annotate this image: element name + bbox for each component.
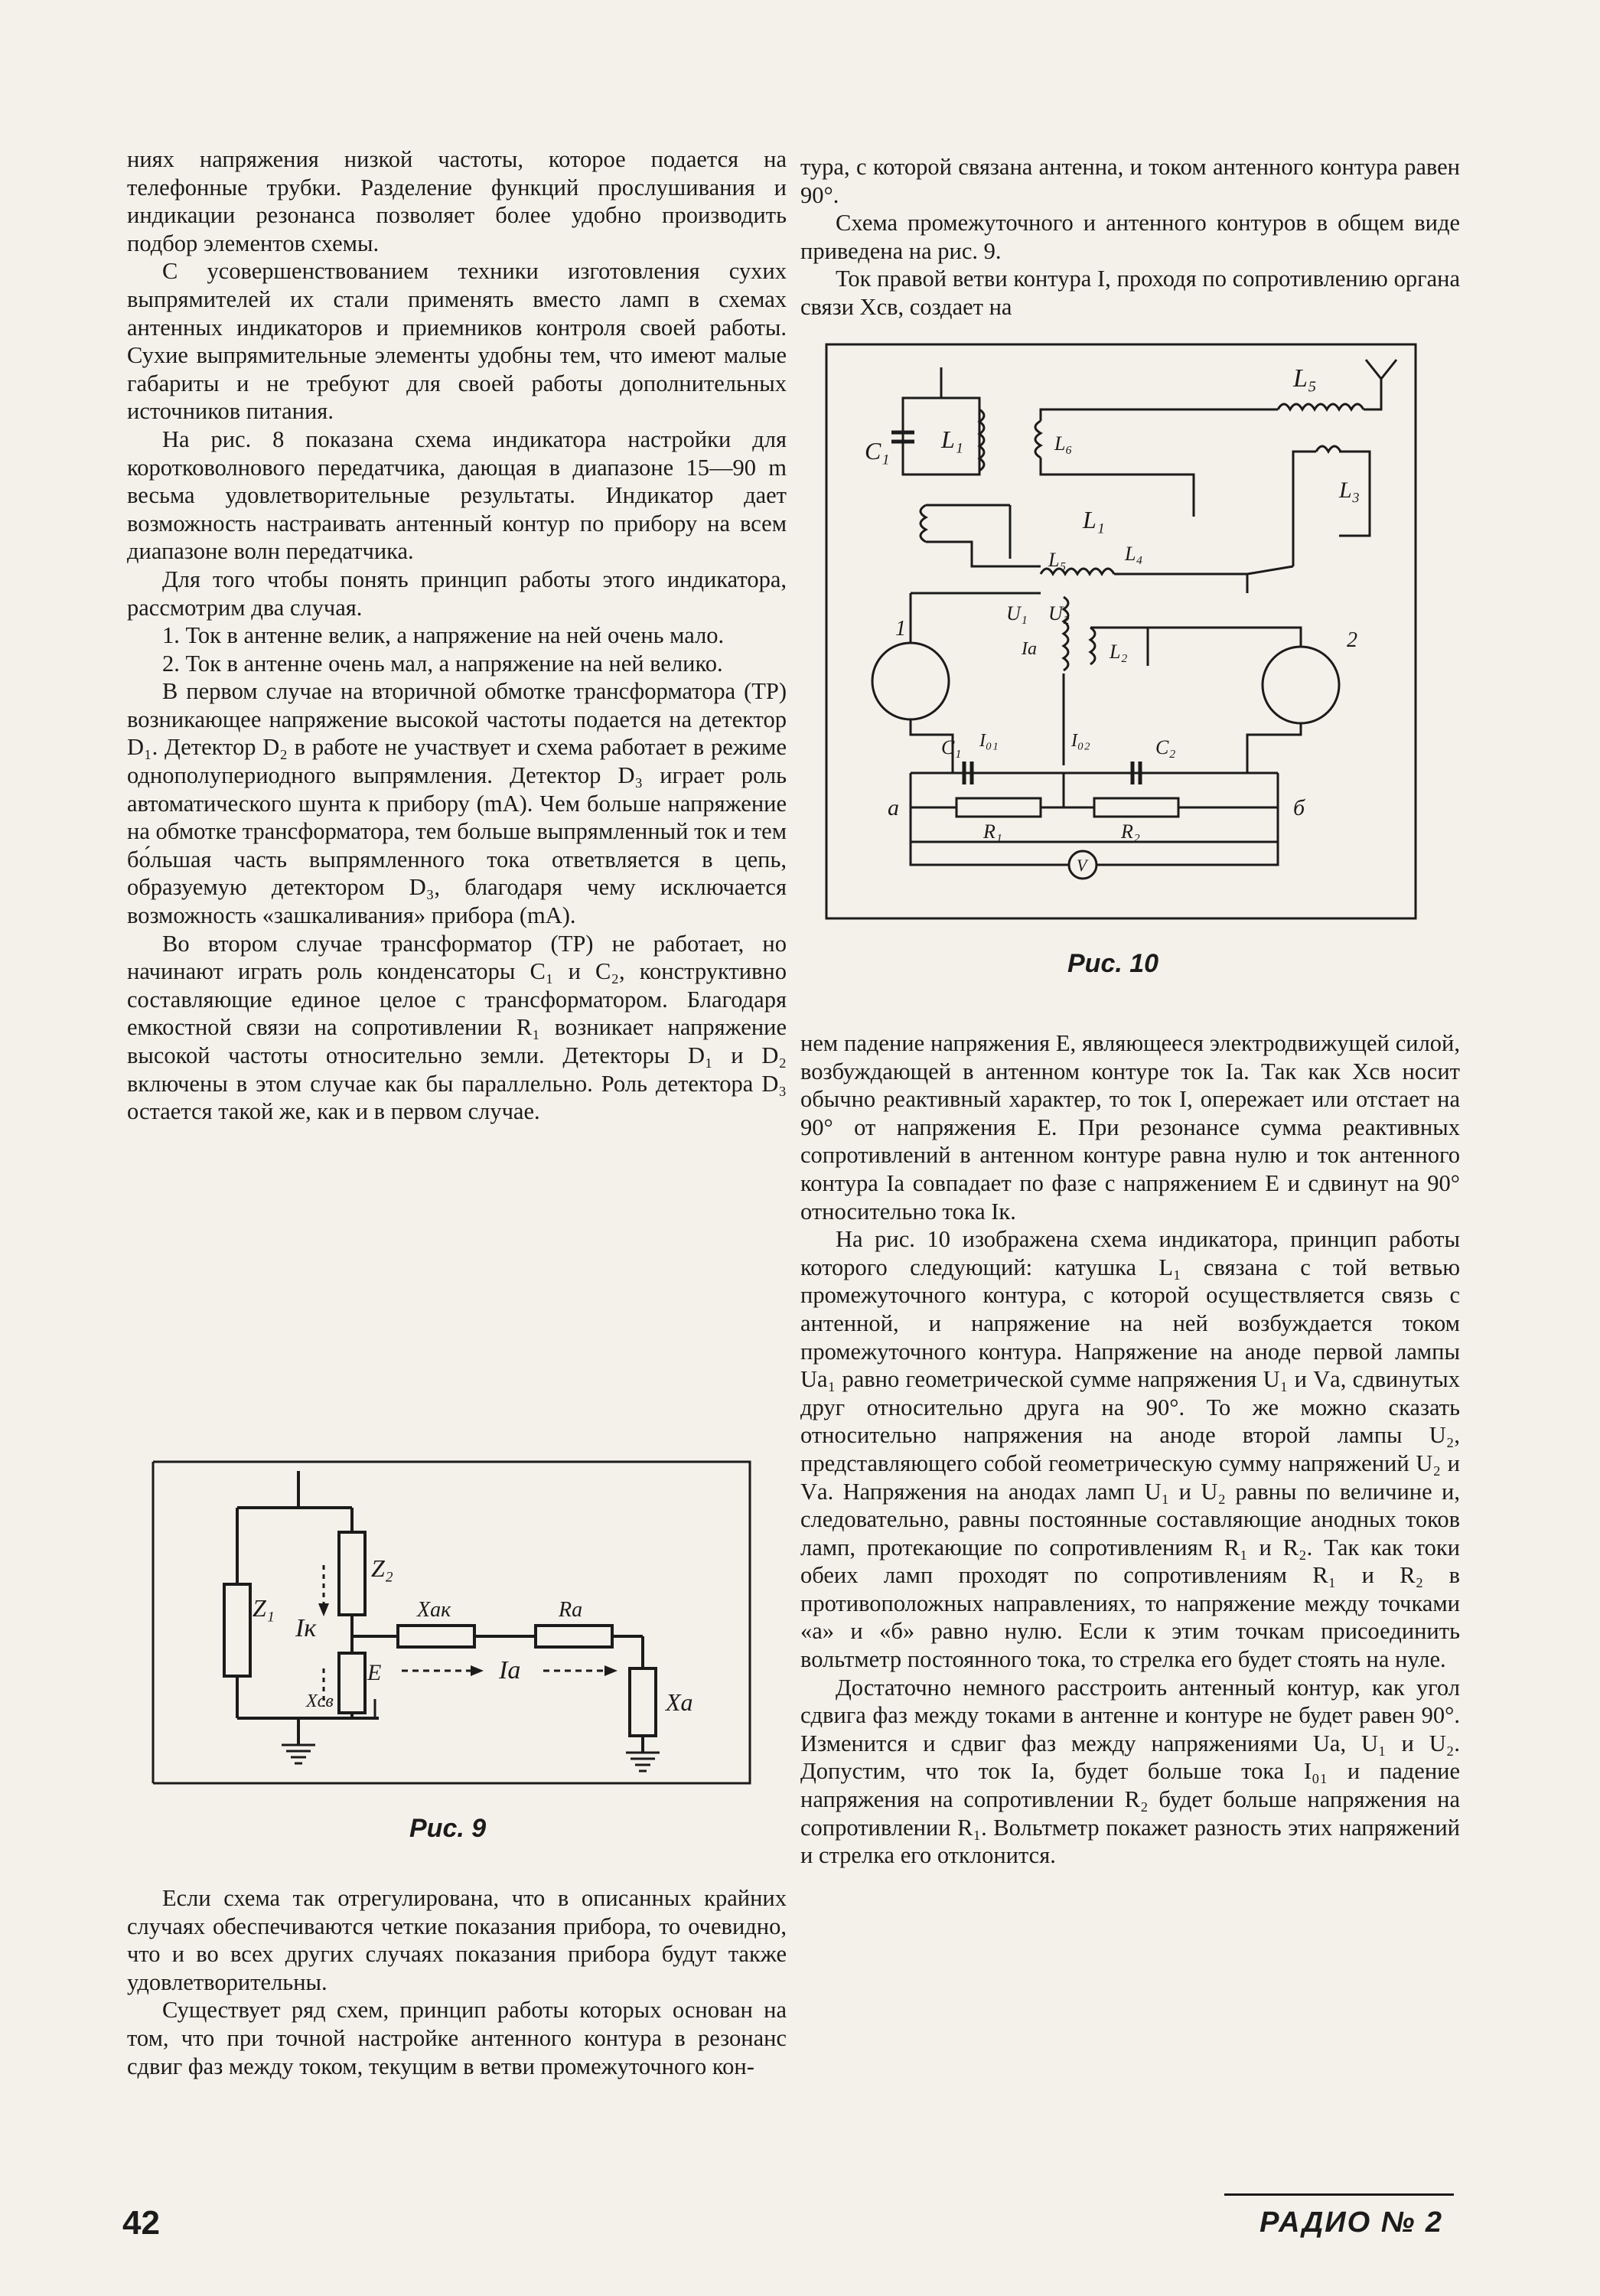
paragraph: 2. Ток в антенне очень мал, а напряжение на ней велико. [162, 650, 723, 677]
fig9-ground-right [626, 1753, 660, 1771]
paragraph: Схема промежуточного и антенного контуров в общем виде приведена на рис. 9. [800, 210, 1460, 264]
fig10-label-a: а [888, 795, 899, 820]
fig9-label-z2: Z₂ [371, 1554, 393, 1582]
fig10-wire [1293, 452, 1316, 566]
fig10-label-v: V [1077, 856, 1087, 875]
fig10-wire [911, 719, 1301, 773]
figure-10-diagram [819, 337, 1431, 926]
fig10-l5-coil [1278, 404, 1364, 409]
fig9-ra-resistor [536, 1626, 612, 1647]
fig10-label-lamp-2: 2 [1347, 628, 1357, 652]
paragraph: Достаточно немного расстроить антенный контур, как угол сдвига фаз между токами в антенне и контуре не будет равен 90°. Изменится и сдвиг фаз между напряжениями Ua, U₁ и U₂. Допустим, что ток Iа, будет больше тока I₀₁ и падение напряжения на сопротивлении R₂ будет больше напряжения на сопротивлении R₁. Вольтметр покажет разность этих напряжений и стрелка его отклонится. [800, 1674, 1460, 1869]
fig9-label-e: E [367, 1660, 382, 1685]
fig10-label-r1: R₁ [983, 820, 1002, 843]
fig9-z2-resistor [339, 1532, 365, 1615]
fig10-label-r2: R₂ [1121, 820, 1140, 843]
fig10-label-u2: U₂ [1048, 602, 1070, 625]
fig10-antenna [1366, 360, 1396, 379]
paragraph: Во втором случае трансформатор (ТР) не работает, но начинают играть роль конденсаторы C₁ и C₂, конструктивно составляющие единое целое с трансформатором. Благодаря емкостной связи на сопротивлении R₁ возникает напряжение высокой частоты относительно земли. Детекторы D₁ и D₂ включены в этом случае как бы параллельно. Роль детектора D₃ остается такой же, как и в первом случае. [127, 930, 787, 1125]
fig9-label-ik: Iк [295, 1614, 317, 1642]
fig9-label-ra: Rа [559, 1598, 583, 1622]
fig9-xa-resistor [630, 1668, 656, 1736]
right-column [800, 153, 1460, 321]
fig10-label-l4: L₄ [1125, 543, 1143, 565]
fig10-label-l6: L₆ [1054, 432, 1073, 455]
fig9-label-xak: Xак [417, 1598, 451, 1622]
fig9-label-xa: Xа [666, 1688, 693, 1716]
fig10-label-l1: L₁ [941, 426, 963, 453]
left-column [127, 145, 787, 1126]
fig10-label-l2: L₂ [1110, 641, 1128, 663]
fig10-label-c2: C₂ [1155, 736, 1176, 758]
paragraph: Для того чтобы понять принцип работы этого индикатора, рассмотрим два случая. [127, 566, 787, 621]
fig10-wire [1278, 628, 1301, 647]
fig10-label-c1-lower: C₁ [941, 736, 962, 758]
fig10-label-io1: I₀₁ [979, 731, 999, 751]
fig9-arrowhead [318, 1603, 329, 1616]
magazine-issue: РАДИО № 2 [1259, 2206, 1443, 2239]
fig10-lamp-1 [872, 643, 949, 719]
fig10-wire [1114, 566, 1293, 593]
paragraph: Если схема так отрегулирована, что в описанных крайних случаях обеспечиваются четкие показания прибора, то очевидно, что и во всех других случаях показания прибора будут также удовлетворительны. [127, 1885, 787, 1995]
fig9-label-ia: Iа [499, 1656, 521, 1684]
paragraph: В первом случае на вторичной обмотке трансформатора (ТР) возникающее напряжение высокой частоты подается на детектор D₁. Детектор D₂ в работе не участвует и схема работает в режиме однополупериодного выпрямления. Детектор D₃ играет роль автоматического шунта к прибору (mA). Чем больше напряжение на обмотке трансформатора, тем больше выпрямленный ток и тем бо́льшая часть выпрямленного тока ответвляется в цепь, образуемую детектором D₃, благодаря чему исключается возможность «зашкаливания» прибора (mA). [127, 678, 787, 929]
fig10-label-lamp-1: 1 [895, 617, 906, 641]
fig10-label-l5: L₅ [1293, 364, 1317, 393]
fig10-label-ia: Iа [1022, 639, 1037, 659]
paragraph: Ток правой ветви контура I, проходя по сопротивлению органа связи Xсв, создает на [800, 266, 1460, 320]
fig10-wire [911, 842, 1278, 865]
fig9-xak-resistor [398, 1626, 474, 1647]
paragraph: С усовершенствованием техники изготовления сухих выпрямителей их стали применять вместо ламп в схемах антенных индикаторов и приемников контроля своей работы. Сухие выпрямительные элементы удобны тем, что имеют малые габариты и не требуют для своей работы дополнительных источников питания. [127, 258, 787, 425]
fig9-arrowhead [604, 1665, 618, 1676]
fig10-label-l1-lower: L₁ [1083, 506, 1105, 533]
fig10-label-b: б [1293, 795, 1305, 820]
paragraph: 1. Ток в антенне велик, а напряжение на ней очень мало. [162, 622, 725, 649]
fig9-frame [153, 1462, 750, 1783]
figure-9-caption: Рис. 9 [409, 1814, 487, 1843]
fig10-l3-coil [1316, 446, 1341, 452]
fig10-label-l3: L₃ [1339, 478, 1360, 503]
paragraph: нем падение напряжения E, являющееся электродвижущей силой, возбуждающей в антенном контуре ток Iа. Так как Xсв носит обычно реактивный характер, то ток I, опережает или отстает на 90° от напряжения E. При резонансе сумма реактивных сопротивлений в антенном контуре равна нулю и ток антенного контура Iа совпадает по фазе с напряжением E и сдвинут на 90° относительно тока Iк. [800, 1030, 1460, 1225]
right-column-after-figure [800, 1029, 1460, 1870]
fig10-lamp-2 [1263, 647, 1339, 723]
fig9-label-xsv: Xсв [306, 1691, 334, 1711]
fig10-label-c1: C₁ [865, 437, 890, 465]
footer-rule [1224, 2193, 1454, 2196]
paragraph: ниях напряжения низкой частоты, которое подается на телефонные трубки. Разделение функций прослушивания и индикации резонанса позволяет более удобно производить подбор элементов схемы. [127, 146, 787, 256]
fig9-z1-resistor [224, 1584, 250, 1676]
fig9-ground-left [282, 1745, 315, 1763]
left-column-after-figure [127, 1884, 787, 2080]
fig10-wire [1064, 773, 1278, 807]
fig10-label-io2: I₀₂ [1071, 731, 1090, 751]
paragraph: На рис. 8 показана схема индикатора настройки для коротковолнового передатчика, дающая в диапазоне 15—90 m весьма удовлетворительные результаты. Индикатор дает возможность настраивать антенный контур по прибору на всем диапазоне волн передатчика. [127, 426, 787, 565]
paragraph: Существует ряд схем, принцип работы которых основан на том, что при точной настройке антенного контура в резонанс сдвиг фаз между током, текущим в ветви промежуточного кон- [127, 1997, 787, 2079]
fig10-wire [1041, 458, 1194, 517]
fig10-r1-resistor [956, 798, 1041, 817]
fig9-arrowhead [471, 1665, 484, 1676]
fig10-label-l5-lower: L₅ [1048, 549, 1067, 571]
figure-10-caption: Рис. 10 [1067, 949, 1159, 978]
fig10-wire [1041, 409, 1278, 421]
fig9-xsv-resistor [339, 1653, 365, 1713]
figure-9-diagram [145, 1446, 758, 1791]
fig10-wire [926, 505, 1041, 566]
page-number: 42 [122, 2204, 160, 2242]
paragraph: тура, с которой связана антенна, и током антенного контура равен 90°. [800, 154, 1460, 208]
paragraph: На рис. 10 изображена схема индикатора, принцип работы которого следующий: катушка L₁ связана с той ветвью промежуточного контура, с которой осуществляется связь с антенной, и напряжение на ней возбуждается током промежуточного контура. Напряжение на аноде первой лампы Ua₁ равно геометрической сумме напряжения U₁ и Vа, сдвинутых друг относительно друга на 90°. То же можно сказать относительно напряжения на аноде второй лампы U₂, представляющего собой геометрическую сумму напряжений U₂ и Vа. Напряжения на анодах ламп U₁ и U₂ равны по величине и, следовательно, равны постоянные составляющие анодных токов ламп, протекающие по сопротивлениям R₁ и R₂. Так как токи обеих ламп проходят по сопротивлениям R₁ и R₂ в противоположных направлениях, то напряжение между точками «а» и «б» равно нулю. Если к этим точкам присоединить вольтметр постоянного тока, то стрелка его будет стоять на нуле. [800, 1226, 1460, 1673]
fig10-l1-lower [921, 505, 926, 542]
fig10-r2-resistor [1094, 798, 1178, 817]
fig9-label-z1: Z₁ [253, 1594, 275, 1622]
fig10-l6-coil [1035, 421, 1041, 458]
fig10-wire [1364, 379, 1381, 409]
fig10-l2-coil [1090, 628, 1095, 664]
fig10-label-u1: U₁ [1006, 602, 1028, 625]
